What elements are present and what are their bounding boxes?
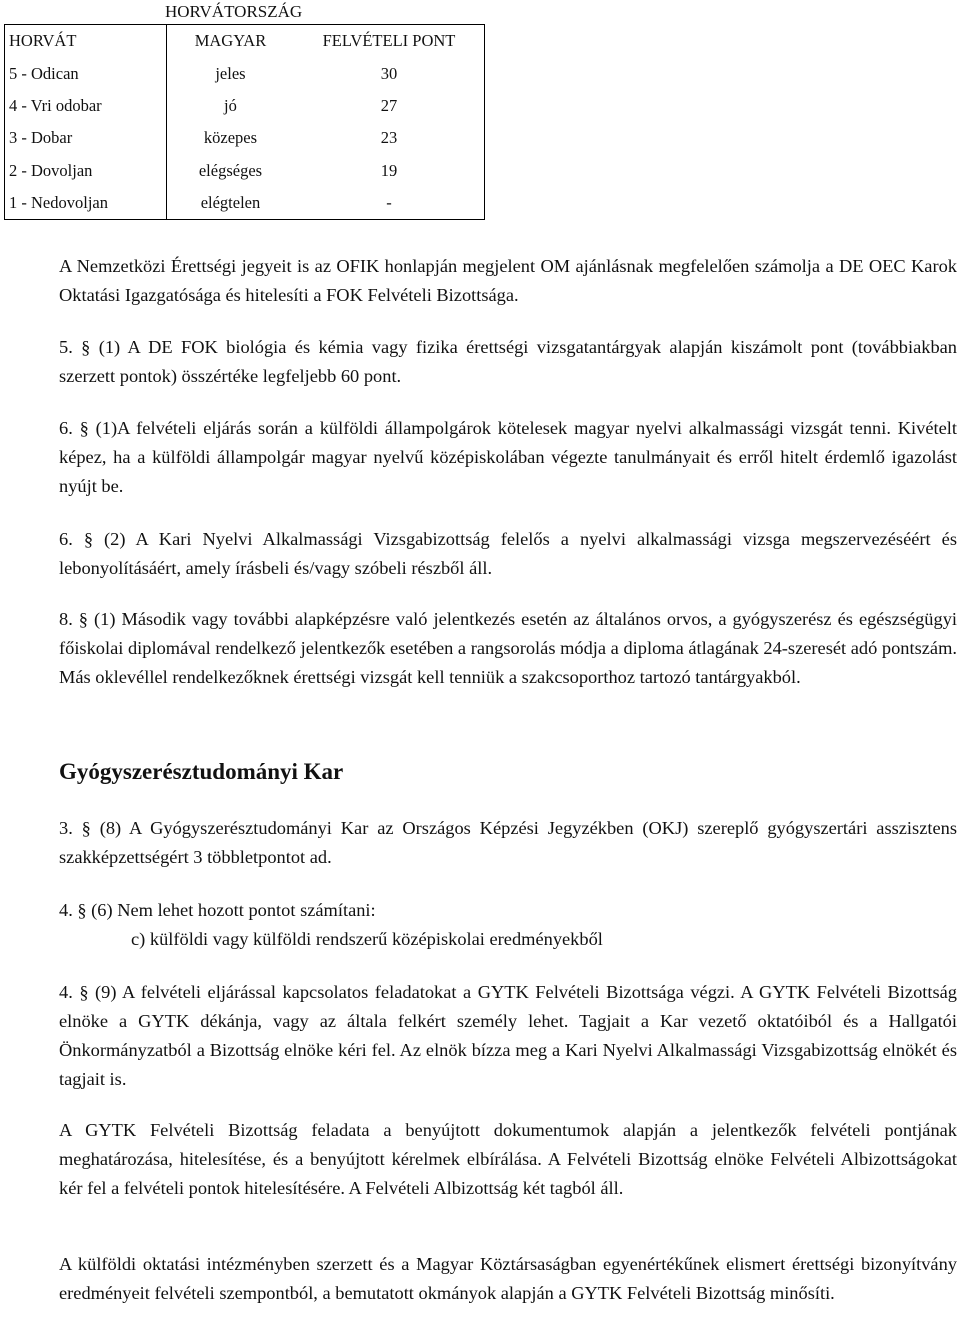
paragraph-8-1: 8. § (1) Második vagy további alapképzésre való jelentkezés esetén az általános orvos, a gyógyszerész és egészségügyi főiskolai diplomával rendelkező jelentkezők esetében a rangsorolás módja a diploma átlagának 24-szeresét adó pontszám. Más oklevéllel rendelkezőknek érettségi vizsgát kell tenniük a szakcsoporthoz tartozó tantárgyakból.	[59, 609, 957, 687]
cell-magyar: közepes	[203, 128, 258, 148]
cell-magyar: jó	[224, 95, 237, 115]
paragraph-4-6-line1: 4. § (6) Nem lehet hozott pontot számítani:	[59, 900, 376, 920]
section-title: Gyógyszerésztudományi Kar	[59, 759, 344, 784]
paragraph-4-6-line2: c) külföldi vagy külföldi rendszerű középiskolai eredményekből	[131, 929, 603, 949]
header-horvat: HORVÁT	[5, 25, 167, 58]
paragraph-committee-task: A GYTK Felvételi Bizottság feladata a benyújtott dokumentumok alapján a jelentkezők felvételi pontjának meghatározása, hitelesítése, és a benyújtott kérelmek elbírálása. A Felvételi Bizottság elnöke Felvételi Albizottságokat kér fel a felvételi pontok hitelesítésére. A Felvételi Albizottság két tagból áll.	[59, 1120, 957, 1198]
cell-pont: 27	[380, 95, 398, 115]
cell-horvat: 1 - Nedovoljan	[5, 187, 167, 220]
header-felveteli-pont: FELVÉTELI PONT	[322, 31, 456, 51]
paragraph-6-2: 6. § (2) A Kari Nyelvi Alkalmassági Vizsgabizottság felelős a nyelvi alkalmassági vizsga megszervezéséért és lebonyolításáért, amely írásbeli és/vagy szóbeli részből áll.	[59, 529, 957, 578]
cell-pont: 19	[380, 160, 398, 180]
paragraph-5-1: 5. § (1) A DE FOK biológia és kémia vagy fizika érettségi vizsgatantárgyak alapján kiszámolt pont (továbbiakban szerzett pontok) összértéke legfeljebb 60 pont.	[59, 337, 957, 386]
table-row	[5, 155, 485, 187]
cell-pont: 23	[380, 128, 398, 148]
table-header-row	[5, 25, 485, 58]
grade-conversion-table	[4, 24, 485, 220]
table-row	[5, 57, 485, 89]
table-row	[5, 187, 485, 220]
table-row	[5, 90, 485, 122]
paragraph-ib-exam: A Nemzetközi Érettségi jegyeit is az OFIK honlapján megjelent OM ajánlásnak megfelelően számolja a DE OEC Karok Oktatási Igazgatósága és hitelesíti a FOK Felvételi Bizottsága.	[59, 256, 957, 305]
paragraph-3-8: 3. § (8) A Gyógyszerésztudományi Kar az Országos Képzési Jegyzékben (OKJ) szereplő gyógyszertári asszisztens szakképzettségért 3 többletpontot ad.	[59, 818, 957, 867]
cell-magyar: elégséges	[198, 160, 263, 180]
cell-horvat: 2 - Dovoljan	[5, 155, 167, 187]
cell-pont: 30	[380, 63, 398, 83]
table-caption: HORVÁTORSZÁG	[165, 2, 303, 21]
cell-horvat: 4 - Vri odobar	[5, 90, 167, 122]
cell-horvat: 5 - Odican	[5, 57, 167, 89]
cell-magyar: elégtelen	[200, 193, 261, 213]
table-row	[5, 122, 485, 154]
cell-horvat: 3 - Dobar	[5, 122, 167, 154]
cell-pont: -	[386, 193, 392, 213]
cell-magyar: jeles	[215, 63, 246, 83]
header-magyar: MAGYAR	[194, 31, 267, 51]
paragraph-4-6	[59, 896, 957, 954]
paragraph-6-1: 6. § (1)A felvételi eljárás során a külföldi állampolgárok kötelesek magyar nyelvi alkalmassági vizsgát tenni. Kivételt képez, ha a külföldi állampolgár magyar nyelvű középiskolában végezte tanulmányait és erről hitelt érdemlő igazolást nyújt be.	[59, 418, 957, 496]
paragraph-foreign-certificate: A külföldi oktatási intézményben szerzett és a Magyar Köztársaságban egyenértékűnek elismert érettségi bizonyítvány eredményeit felvételi szempontból, a bemutatott okmányok alapján a GYTK Felvételi Bizottság minősíti.	[59, 1254, 957, 1303]
paragraph-4-9: 4. § (9) A felvételi eljárással kapcsolatos feladatokat a GYTK Felvételi Bizottsága végzi. A GYTK Felvételi Bizottság elnöke a GYTK dékánja, vagy az általa felkért személy lehet. Tagjait a Kar vezető oktatóiból és a Hallgatói Önkormányzatból a Bizottság elnöke kéri fel. Az elnök bízza meg a Kari Nyelvi Alkalmassági Vizsgabizottság elnökét és tagjait is.	[59, 982, 957, 1089]
